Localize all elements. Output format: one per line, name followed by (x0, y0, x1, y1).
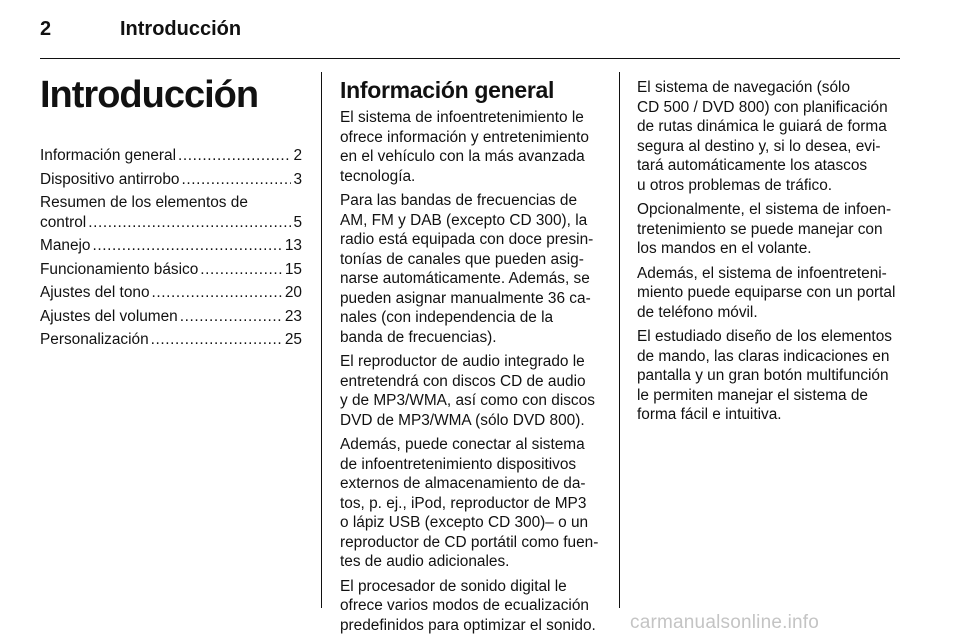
toc-entry[interactable] (40, 260, 302, 280)
text-line: El procesador de sonido digital le (340, 577, 567, 595)
toc-leader (151, 330, 283, 350)
text-line: Opcionalmente, el sistema de infoen- (637, 201, 892, 218)
toc-entry[interactable] (40, 193, 302, 232)
text-line: segura al destino y, si lo desea, evi- (637, 137, 881, 155)
toc-entry-label: Dispositivo antirrobo (40, 170, 180, 188)
text-line: tretenimiento se puede manejar con (637, 220, 883, 238)
section-title: Información general (340, 77, 555, 103)
text-line: El sistema de infoentretenimiento le (340, 109, 584, 126)
text-line: tos, p. ej., iPod, reproductor de MP3 (340, 494, 587, 512)
text-line: El sistema de navegación (sólo (637, 79, 851, 96)
text-line: y de MP3/WMA, así como con discos (340, 392, 595, 409)
text-line: predefinidos para optimizar el sonido. (340, 616, 596, 634)
toc-leader (152, 283, 283, 303)
text-line: Además, puede conectar al sistema (340, 436, 585, 453)
text-line: tonías de canales que pueden asig- (340, 250, 584, 268)
text-line: o lápiz USB (excepto CD 300)– o un (340, 514, 589, 531)
text-line: Para las bandas de frecuencias de (340, 192, 577, 209)
paragraph (340, 577, 602, 636)
toc-entry[interactable] (40, 307, 302, 327)
column-divider-2 (619, 72, 620, 608)
text-line: u otros problemas de tráfico. (637, 176, 833, 194)
text-line: pantalla y un gran botón multifunción (637, 367, 889, 384)
paragraph (340, 352, 602, 430)
text-line: de infoentretenimiento dispositivos (340, 455, 577, 473)
toc-entry-label: Funcionamiento básico (40, 260, 199, 278)
toc-leader (180, 307, 283, 327)
text-line: tecnología. (340, 167, 416, 185)
toc-entry-label: Manejo (40, 237, 91, 254)
text-line: AM, FM y DAB (excepto CD 300), la (340, 211, 588, 229)
paragraph (637, 327, 902, 425)
toc-entry-label-line1: Resumen de los elementos de (40, 194, 248, 211)
toc-page-number: 15 (284, 260, 302, 278)
text-line: de teléfono móvil. (637, 303, 758, 321)
text-line: forma fácil e intuitiva. (637, 406, 782, 423)
toc-leader (88, 213, 291, 233)
toc-entry[interactable] (40, 236, 302, 256)
toc-page-number: 13 (284, 237, 302, 254)
toc-entry[interactable] (40, 283, 302, 303)
text-line: de rutas dinámica le guiará de forma (637, 118, 887, 135)
text-line: El estudiado diseño de los elementos (637, 328, 892, 345)
text-line: de mando, las claras indicaciones en (637, 347, 890, 365)
general-info-column (340, 66, 602, 640)
page-number: 2 (40, 18, 52, 40)
text-line: El reproductor de audio integrado le (340, 353, 585, 370)
toc-leader (178, 146, 291, 166)
watermark: carmanualsonline.info (630, 612, 820, 633)
text-line: externos de almacenamiento de da- (340, 475, 586, 492)
toc-entry-label: Ajustes del tono (40, 284, 150, 301)
column-divider-1 (321, 72, 322, 608)
toc-page-number: 2 (293, 147, 302, 164)
paragraph (637, 78, 902, 195)
text-line: Además, el sistema de infoentreteni- (637, 264, 887, 282)
toc-leader (181, 170, 291, 190)
text-line: DVD de MP3/WMA (sólo DVD 800). (340, 411, 585, 429)
text-line: tará automáticamente los atascos (637, 157, 868, 174)
toc-page-number: 25 (284, 331, 302, 348)
toc-page-number: 3 (293, 170, 302, 188)
text-line: banda de frecuencias). (340, 328, 497, 346)
toc-leader (92, 236, 282, 256)
toc-entry[interactable] (40, 330, 302, 350)
text-line: tes de audio adicionales. (340, 553, 510, 570)
text-line: ofrece varios modos de ecualización (340, 597, 589, 614)
text-line: radio está equipada con doce presin- (340, 231, 594, 248)
features-column (637, 66, 902, 430)
text-line: miento puede equiparse con un portal (637, 284, 896, 301)
toc-page-number: 5 (293, 213, 302, 231)
paragraph (637, 200, 902, 259)
paragraph (340, 108, 602, 186)
text-line: le permiten manejar el sistema de (637, 386, 868, 404)
toc-entry-label: control (40, 213, 87, 231)
text-line: narse automáticamente. Además, se (340, 270, 590, 287)
toc-entry[interactable] (40, 146, 302, 166)
toc-leader (200, 260, 283, 280)
text-line: en el vehículo con la más avanzada (340, 148, 585, 165)
table-of-contents (40, 146, 302, 350)
chapter-title: Introducción (40, 74, 259, 116)
text-line: ofrece información y entretenimiento (340, 128, 589, 146)
text-line: entretendrá con discos CD de audio (340, 372, 586, 390)
running-title: Introducción (120, 18, 242, 40)
toc-entry-label: Personalización (40, 331, 149, 348)
paragraph (340, 435, 602, 572)
toc-column (40, 66, 302, 354)
paragraph (637, 264, 902, 323)
toc-entry-label: Información general (40, 147, 177, 164)
text-line: los mandos en el volante. (637, 240, 812, 257)
toc-page-number: 20 (284, 284, 302, 301)
toc-entry-label: Ajustes del volumen (40, 307, 178, 325)
header-divider (40, 58, 900, 59)
toc-page-number: 23 (284, 307, 302, 325)
toc-entry[interactable] (40, 170, 302, 190)
text-line: reproductor de CD portátil como fuen- (340, 533, 599, 551)
text-line: pueden asignar manualmente 36 ca- (340, 289, 591, 307)
text-line: CD 500 / DVD 800) con planificación (637, 98, 888, 116)
paragraph (340, 191, 602, 347)
text-line: nales (con independencia de la (340, 309, 554, 326)
